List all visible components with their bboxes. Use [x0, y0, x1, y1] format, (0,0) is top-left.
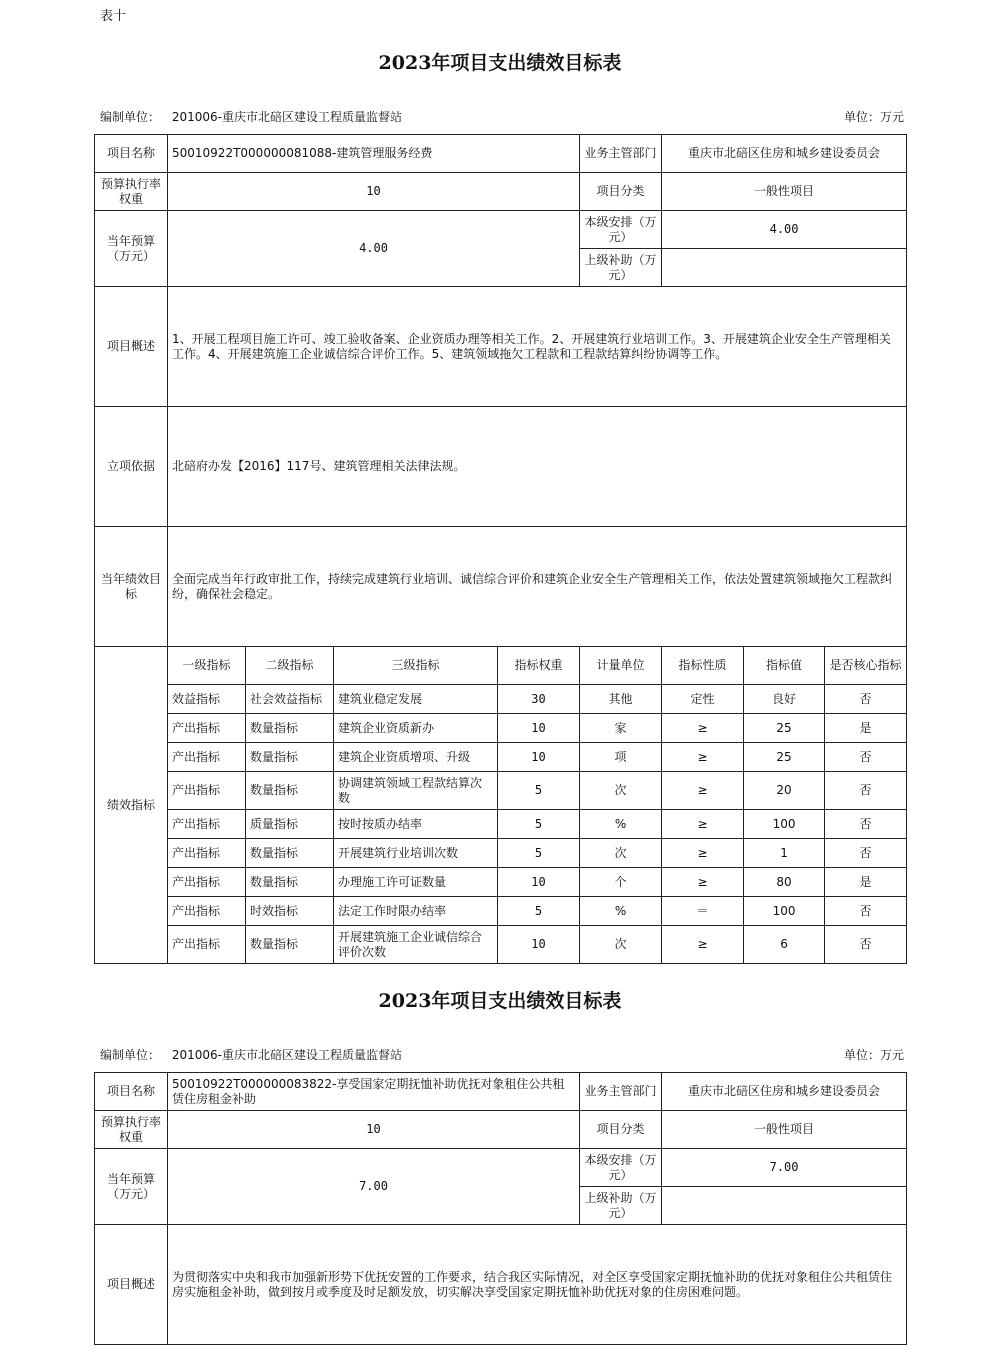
- form1-label-basis: 立项依据: [95, 407, 168, 527]
- indicator-cell: 建筑企业资质新办: [334, 714, 498, 743]
- indicator-cell: 1: [744, 839, 825, 868]
- indicator-row: [95, 868, 907, 897]
- indicator-cell: 按时按质办结率: [334, 810, 498, 839]
- form2-label-local: 本级安排（万元）: [580, 1149, 662, 1187]
- form2-unit-label: 编制单位：: [100, 1048, 161, 1062]
- form1-unit-value: 201006-重庆市北碚区建设工程质量监督站: [171, 110, 402, 124]
- indicator-cell: 产出指标: [168, 868, 246, 897]
- indicator-row: [95, 685, 907, 714]
- indicator-cell: 否: [825, 926, 907, 964]
- indicator-cell: ≥: [662, 743, 744, 772]
- form1-label-local: 本级安排（万元）: [580, 211, 662, 249]
- indicator-cell: 5: [498, 810, 580, 839]
- form2-project-name: 50010922T000000083822-享受国家定期抚恤补助优抚对象租住公共租赁住房租金补助: [168, 1073, 580, 1111]
- form2-title: 2023年项目支出绩效目标表: [378, 990, 622, 1012]
- indicator-cell: 30: [498, 685, 580, 714]
- indicator-header: 指标值: [744, 647, 825, 685]
- form2-category: 一般性项目: [662, 1111, 907, 1149]
- indicator-cell: 否: [825, 897, 907, 926]
- indicator-cell: 项: [580, 743, 662, 772]
- indicator-cell: 5: [498, 897, 580, 926]
- indicator-cell: 良好: [744, 685, 825, 714]
- indicator-cell: 家: [580, 714, 662, 743]
- form2-exec-weight: 10: [168, 1111, 580, 1149]
- indicator-cell: 数量指标: [246, 772, 334, 810]
- form1-exec-weight: 10: [168, 173, 580, 211]
- indicator-cell: 25: [744, 714, 825, 743]
- indicator-cell: 其他: [580, 685, 662, 714]
- indicator-cell: %: [580, 897, 662, 926]
- indicator-cell: 25: [744, 743, 825, 772]
- indicator-cell: 时效指标: [246, 897, 334, 926]
- indicator-cell: 100: [744, 897, 825, 926]
- indicator-cell: 否: [825, 839, 907, 868]
- form1-label-indicators: 绩效指标: [95, 647, 168, 964]
- indicator-cell: 否: [825, 743, 907, 772]
- indicator-cell: 数量指标: [246, 839, 334, 868]
- indicator-cell: 否: [825, 772, 907, 810]
- indicator-cell: 数量指标: [246, 868, 334, 897]
- form1-label-overview: 项目概述: [95, 287, 168, 407]
- indicator-cell: 数量指标: [246, 714, 334, 743]
- indicator-header: 一级指标: [168, 647, 246, 685]
- indicator-cell: 否: [825, 810, 907, 839]
- indicator-header: 二级指标: [246, 647, 334, 685]
- indicator-cell: 产出指标: [168, 926, 246, 964]
- indicator-cell: 开展建筑行业培训次数: [334, 839, 498, 868]
- form2-upper: [662, 1187, 907, 1225]
- indicator-cell: 产出指标: [168, 839, 246, 868]
- indicator-cell: 建筑企业资质增项、升级: [334, 743, 498, 772]
- indicator-cell: 次: [580, 839, 662, 868]
- indicator-row: [95, 810, 907, 839]
- indicator-cell: 产出指标: [168, 714, 246, 743]
- indicator-cell: 产出指标: [168, 743, 246, 772]
- indicator-cell: 20: [744, 772, 825, 810]
- form2-unit-value: 201006-重庆市北碚区建设工程质量监督站: [171, 1048, 402, 1062]
- indicator-cell: 6: [744, 926, 825, 964]
- indicator-cell: ≥: [662, 772, 744, 810]
- indicator-header: 计量单位: [580, 647, 662, 685]
- form2-overview: 为贯彻落实中央和我市加强新形势下优抚安置的工作要求，结合我区实际情况，对全区享受国家定期抚恤补助的优抚对象租住公共租赁住房实施租金补助，做到按月或季度及时足额发放，切实解决享受国家定期抚恤补助优抚对象的住房困难问题。: [168, 1225, 907, 1345]
- form2-label-upper: 上级补助（万元）: [580, 1187, 662, 1225]
- indicator-cell: 次: [580, 926, 662, 964]
- form1-category: 一般性项目: [662, 173, 907, 211]
- indicator-cell: 100: [744, 810, 825, 839]
- form1-label-exec-weight: 预算执行率权重: [95, 173, 168, 211]
- indicator-cell: 法定工作时限办结率: [334, 897, 498, 926]
- form2-money-unit: 单位：万元: [843, 1048, 904, 1062]
- indicator-cell: 社会效益指标: [246, 685, 334, 714]
- form2-label-category: 项目分类: [580, 1111, 662, 1149]
- indicator-cell: 协调建筑领域工程款结算次数: [334, 772, 498, 810]
- indicator-cell: 办理施工许可证数量: [334, 868, 498, 897]
- indicator-cell: ≥: [662, 926, 744, 964]
- form1-label-budget: 当年预算（万元）: [95, 211, 168, 287]
- indicator-cell: 定性: [662, 685, 744, 714]
- indicator-header: 是否核心指标: [825, 647, 907, 685]
- form2-local: 7.00: [662, 1149, 907, 1187]
- indicator-cell: 开展建筑施工企业诚信综合评价次数: [334, 926, 498, 964]
- indicator-cell: 否: [825, 685, 907, 714]
- indicator-row: [95, 839, 907, 868]
- form1-budget: 4.00: [168, 211, 580, 287]
- form2-label-dept: 业务主管部门: [580, 1073, 662, 1111]
- indicator-cell: ≥: [662, 810, 744, 839]
- form2-label-project-name: 项目名称: [95, 1073, 168, 1111]
- form1-dept: 重庆市北碚区住房和城乡建设委员会: [662, 135, 907, 173]
- form1-title: 2023年项目支出绩效目标表: [378, 52, 622, 74]
- indicator-cell: 产出指标: [168, 897, 246, 926]
- indicator-cell: 10: [498, 926, 580, 964]
- indicator-cell: 80: [744, 868, 825, 897]
- indicator-cell: 数量指标: [246, 926, 334, 964]
- indicator-cell: ≥: [662, 868, 744, 897]
- form1-basis: 北碚府办发【2016】117号、建筑管理相关法律法规。: [168, 407, 907, 527]
- form1-label-upper: 上级补助（万元）: [580, 249, 662, 287]
- indicator-row: [95, 743, 907, 772]
- indicator-cell: ＝: [662, 897, 744, 926]
- form2-label-exec-weight: 预算执行率权重: [95, 1111, 168, 1149]
- indicator-cell: 10: [498, 743, 580, 772]
- form2-label-overview: 项目概述: [95, 1225, 168, 1345]
- form1-label-dept: 业务主管部门: [580, 135, 662, 173]
- form2-label-budget: 当年预算（万元）: [95, 1149, 168, 1225]
- indicator-cell: 质量指标: [246, 810, 334, 839]
- indicator-cell: 10: [498, 868, 580, 897]
- indicator-cell: 产出指标: [168, 772, 246, 810]
- indicator-cell: 个: [580, 868, 662, 897]
- indicator-row: [95, 926, 907, 964]
- form1-goal: 全面完成当年行政审批工作，持续完成建筑行业培训、诚信综合评价和建筑企业安全生产管理相关工作，依法处置建筑领域拖欠工程款纠纷，确保社会稳定。: [168, 527, 907, 647]
- indicator-cell: 10: [498, 714, 580, 743]
- indicator-cell: 5: [498, 839, 580, 868]
- indicator-cell: 建筑业稳定发展: [334, 685, 498, 714]
- form1-project-name: 50010922T000000081088-建筑管理服务经费: [168, 135, 580, 173]
- form2-budget: 7.00: [168, 1149, 580, 1225]
- indicator-cell: 产出指标: [168, 810, 246, 839]
- indicator-cell: 是: [825, 714, 907, 743]
- form1-local: 4.00: [662, 211, 907, 249]
- indicator-row: [95, 714, 907, 743]
- form2-table: [94, 1072, 907, 1345]
- form1-label-project-name: 项目名称: [95, 135, 168, 173]
- form1-unit-label: 编制单位：: [100, 110, 161, 124]
- indicator-cell: 效益指标: [168, 685, 246, 714]
- indicator-cell: 次: [580, 772, 662, 810]
- form1-table: [94, 134, 907, 964]
- form2-meta: [100, 1046, 904, 1063]
- indicator-header: 三级指标: [334, 647, 498, 685]
- indicator-cell: ≥: [662, 714, 744, 743]
- form1-label-goal: 当年绩效目标: [95, 527, 168, 647]
- indicator-cell: 5: [498, 772, 580, 810]
- indicator-header: 指标权重: [498, 647, 580, 685]
- indicator-row: [95, 772, 907, 810]
- form1-meta: [100, 108, 904, 125]
- indicator-header: 指标性质: [662, 647, 744, 685]
- form1-label-category: 项目分类: [580, 173, 662, 211]
- form1-money-unit: 单位：万元: [843, 110, 904, 124]
- form1-upper: [662, 249, 907, 287]
- form2-dept: 重庆市北碚区住房和城乡建设委员会: [662, 1073, 907, 1111]
- page-tag: 表十: [100, 9, 127, 24]
- indicator-cell: 数量指标: [246, 743, 334, 772]
- form1-overview: 1、开展工程项目施工许可、竣工验收备案、企业资质办理等相关工作。2、开展建筑行业培训工作。3、开展建筑企业安全生产管理相关工作。4、开展建筑施工企业诚信综合评价工作。5、建筑领域拖欠工程款和工程款结算纠纷协调等工作。: [168, 287, 907, 407]
- indicator-cell: %: [580, 810, 662, 839]
- indicator-cell: 是: [825, 868, 907, 897]
- indicator-cell: ≥: [662, 839, 744, 868]
- indicator-row: [95, 897, 907, 926]
